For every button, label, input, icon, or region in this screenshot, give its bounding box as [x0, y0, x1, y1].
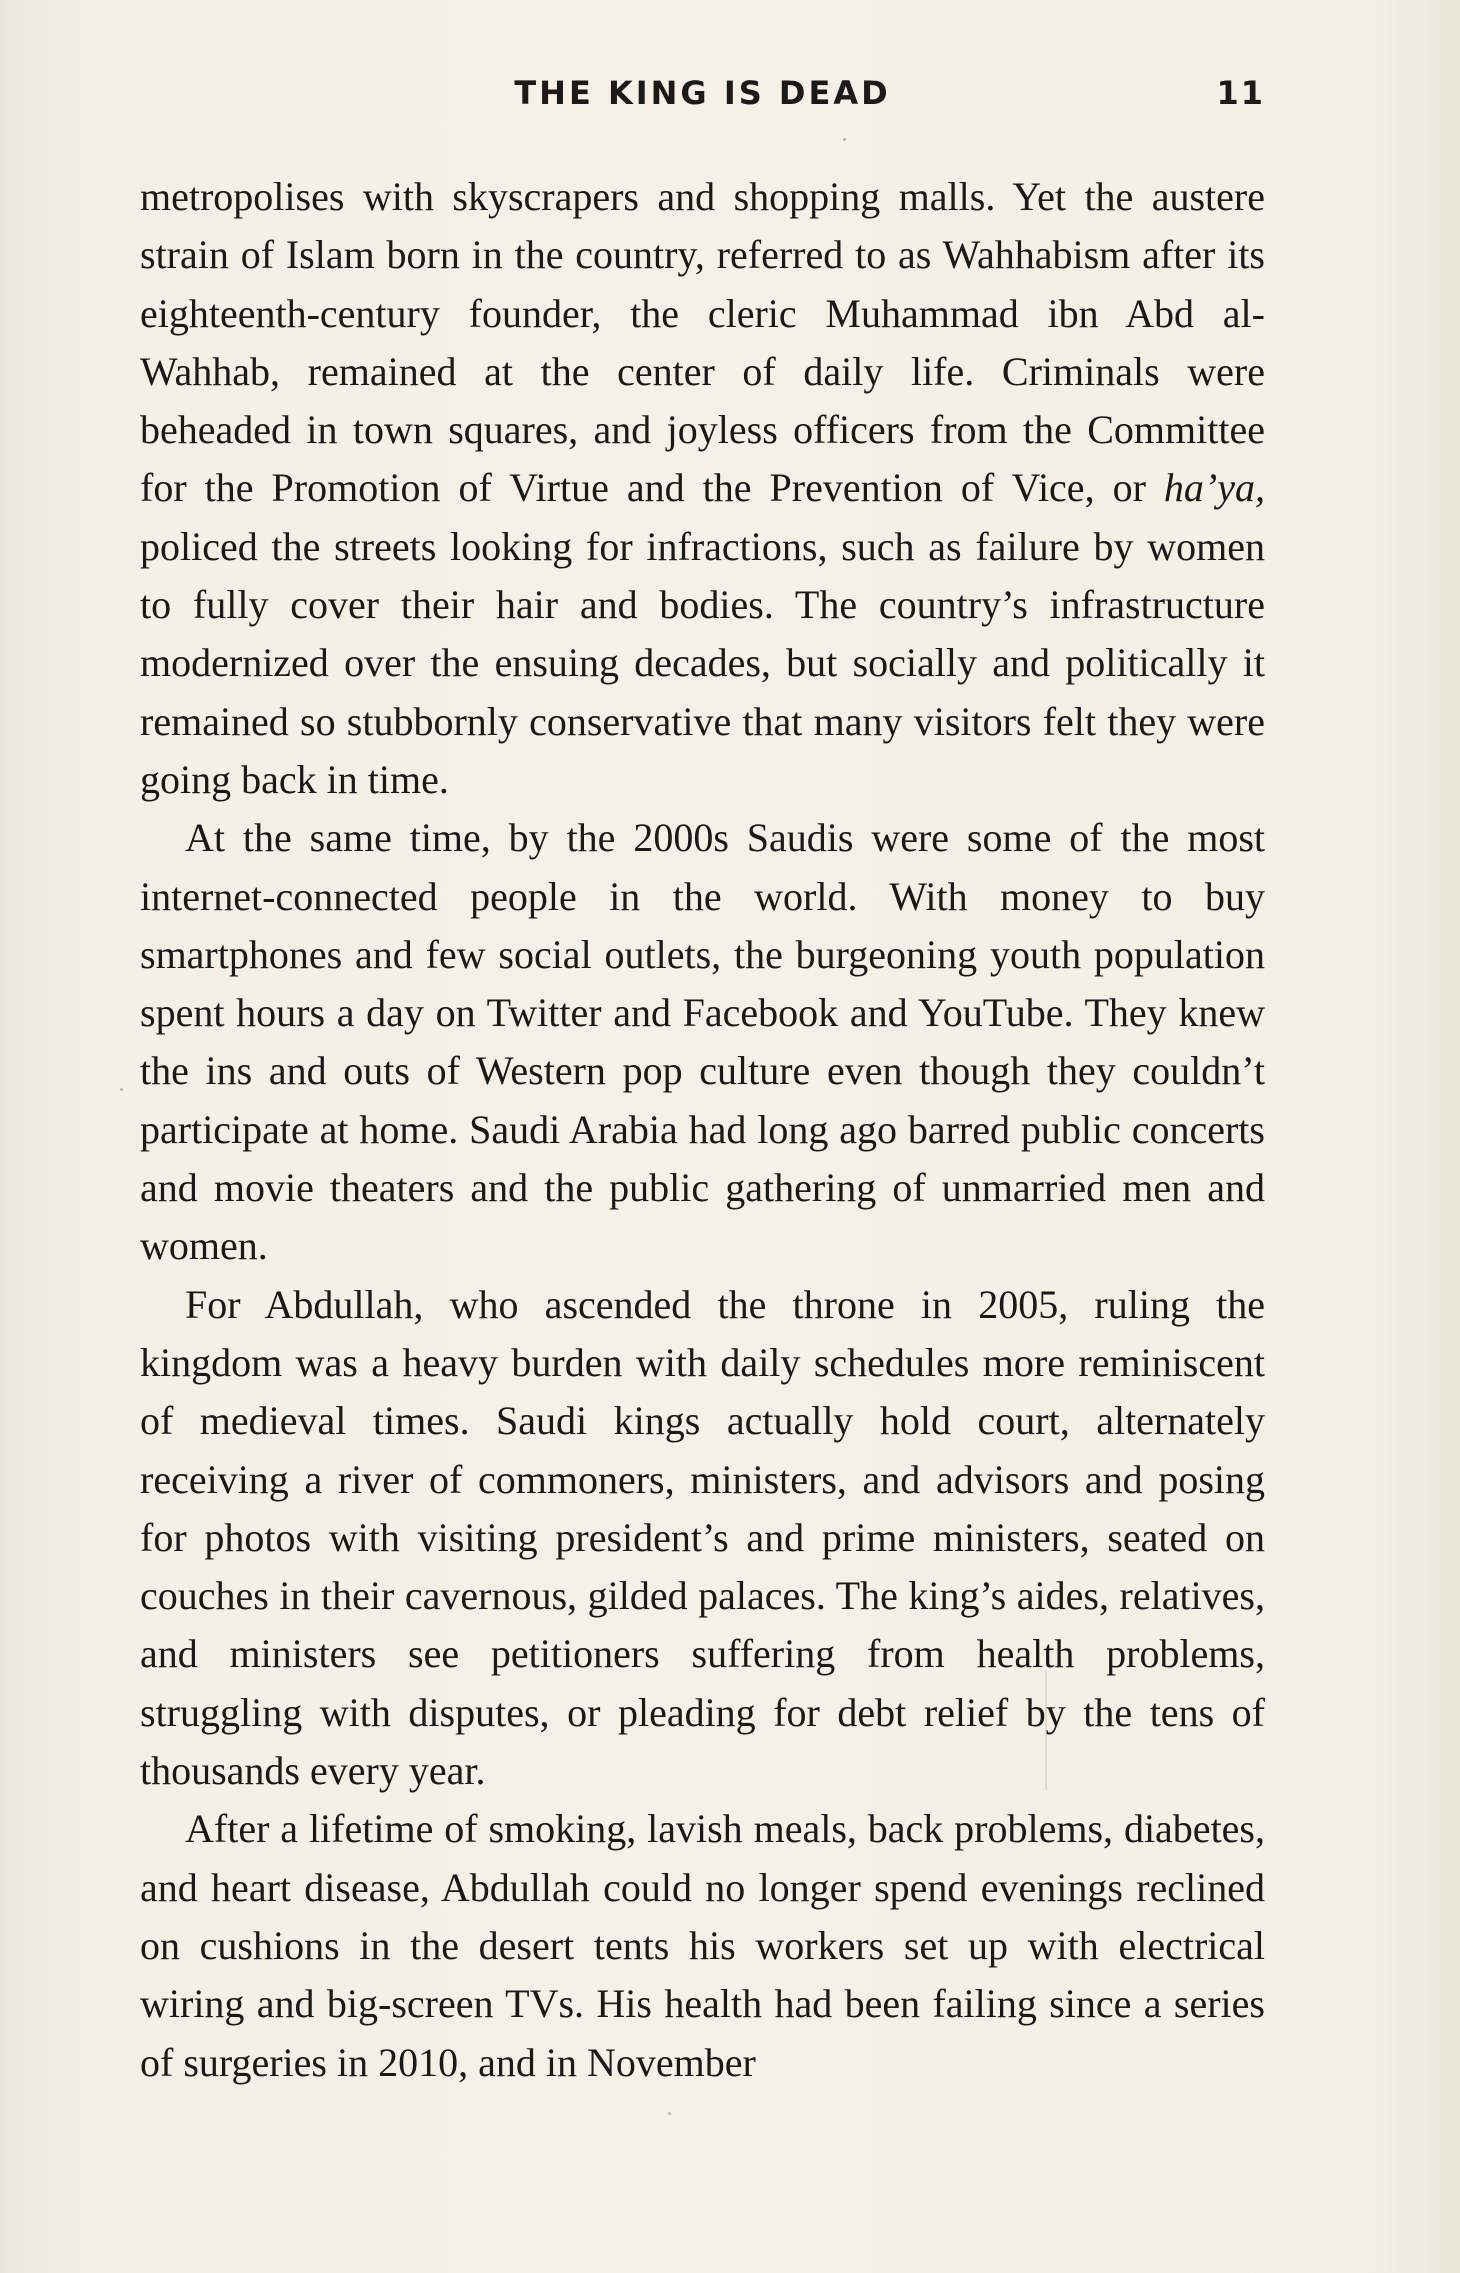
paragraph-2: At the same time, by the 2000s Saudis were some of the most internet-connected people in the world. With money to buy smartphones and few social outlets, the burgeoning youth population spent hours a day on Twitter and Facebook and YouTube. They knew the ins and outs of Western pop culture even though they couldn’t participate at home. Saudi Arabia had long ago barred public concerts and movie theaters and the public gathering of unmarried men and women. [140, 815, 1265, 1269]
paragraph-1 [140, 168, 1265, 809]
scan-artifact-line [1045, 1670, 1047, 1790]
paragraph-1-start: metropolises with skyscrapers and shopping malls. Yet the austere strain of Islam born in the country, referred to as Wahhabism after its eighteenth-century founder, the cleric Muhammad ibn Abd al-Wahhab, remained at the center of daily life. Criminals were beheaded in town squares, and joyless officers from the Committee for the Promotion of Virtue and the Prevention of Vice, or [140, 174, 1265, 511]
italic-term: ha’ya, [1163, 465, 1265, 511]
page-number: 11 [1216, 74, 1265, 112]
running-title: THE KING IS DEAD [514, 74, 891, 112]
scan-speck [843, 138, 846, 141]
scan-speck [668, 2112, 671, 2115]
scan-speck [120, 1088, 123, 1091]
running-head [140, 70, 1265, 120]
paragraph-3: For Abdullah, who ascended the throne in 2005, ruling the kingdom was a heavy burden with daily schedules more reminiscent of medieval times. Saudi kings actually hold court, alternately receiving a river of commoners, ministers, and advisors and posing for photos with visiting president’s and prime ministers, seated on couches in their cavernous, gilded palaces. The king’s aides, relatives, and ministers see petitioners suffering from health problems, struggling with disputes, or pleading for debt relief by the tens of thousands every year. [140, 1281, 1265, 1794]
body-text [140, 168, 1265, 2092]
paragraph-4: After a lifetime of smoking, lavish meals, back problems, diabetes, and heart disease, Abdullah could no longer spend evenings reclined on cushions in the desert tents his workers set up with electrical wiring and big-screen TVs. His health had been failing since a series of surgeries in 2010, and in November [140, 1806, 1265, 2085]
paragraph-1-end: policed the streets looking for infractions, such as failure by women to fully cover their hair and bodies. The country’s infrastructure modernized over the ensuing decades, but socially and politically it remained so stubbornly conservative that many visitors felt they were going back in time. [140, 523, 1265, 802]
